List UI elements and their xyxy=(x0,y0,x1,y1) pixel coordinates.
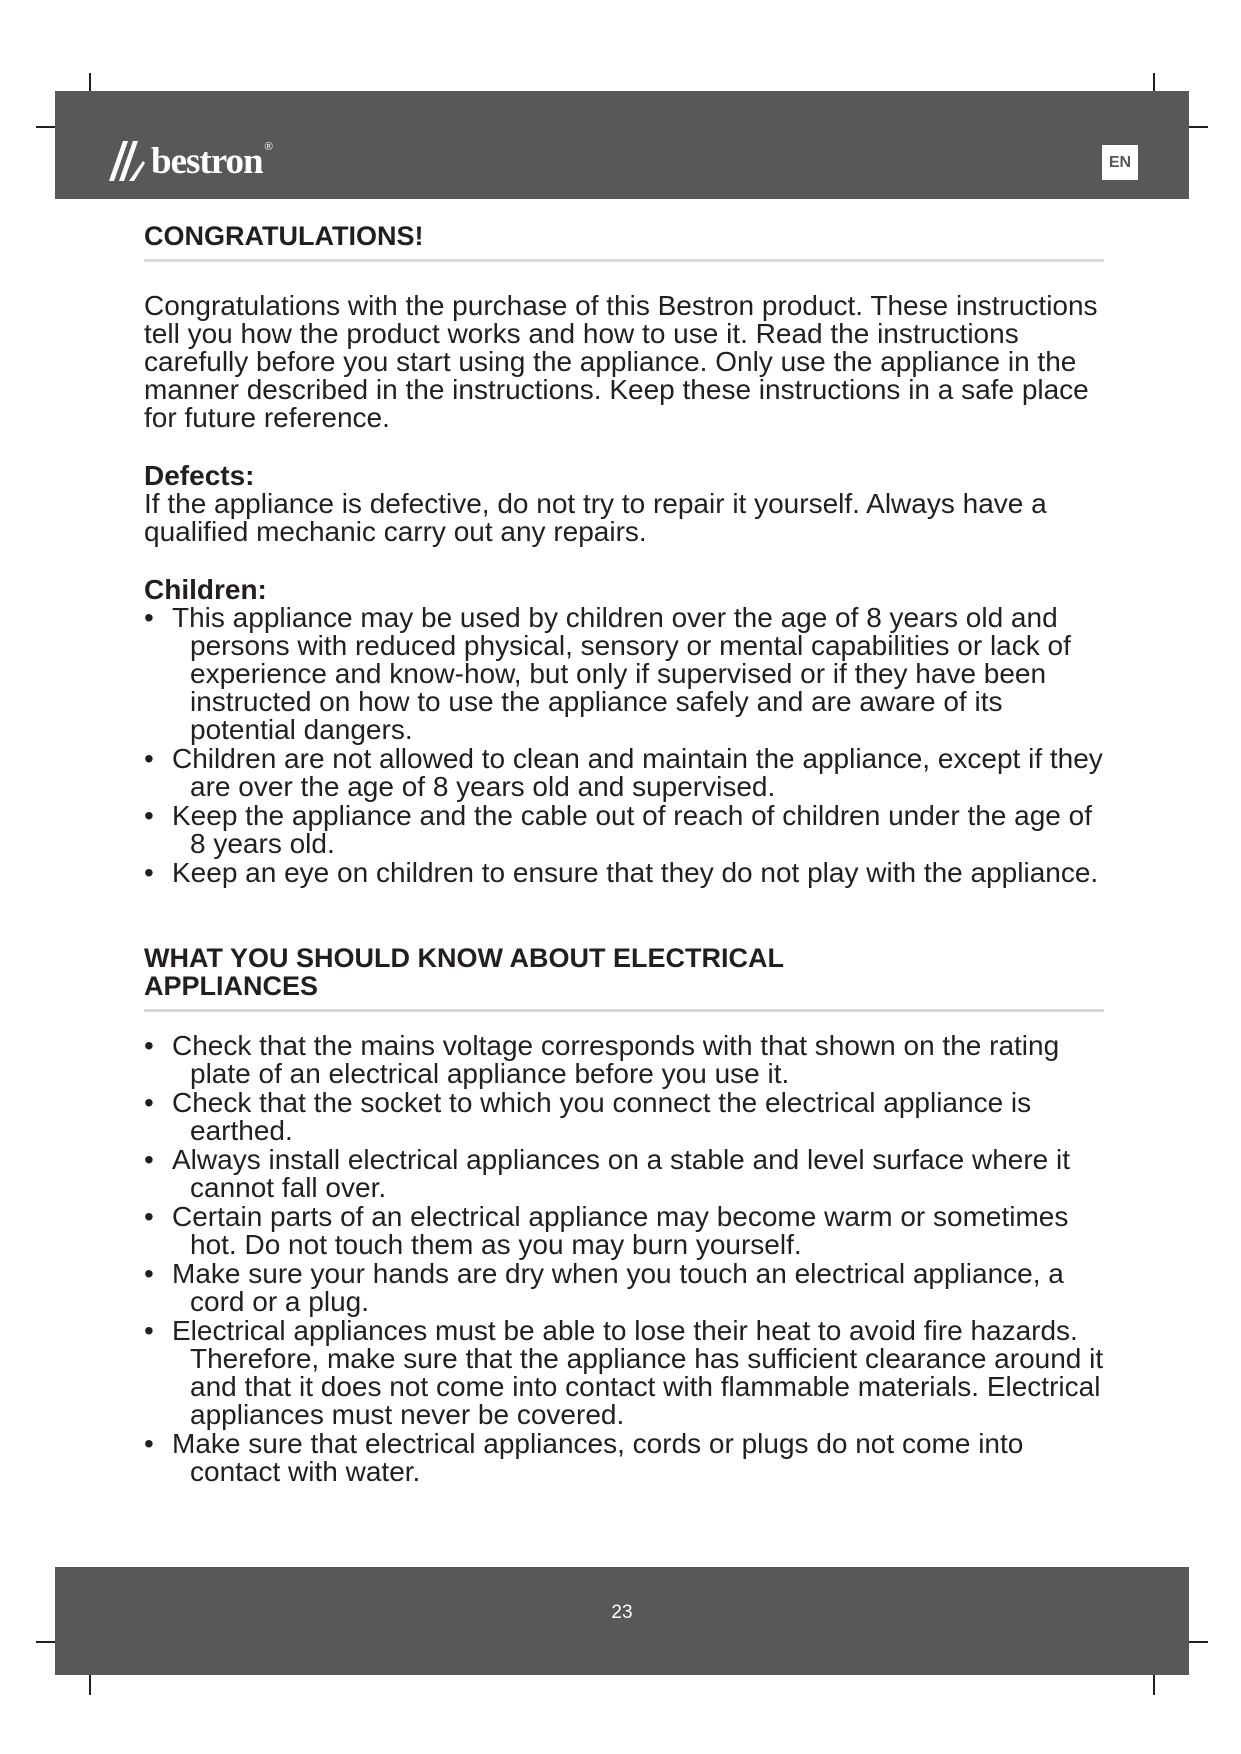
language-badge: EN xyxy=(1102,145,1138,180)
list-item: • Children are not allowed to clean and maintain the appliance, except if they are over the age of 8 years old and supervised. xyxy=(144,745,1104,801)
list-item: • This appliance may be used by children over the age of 8 years old and persons with reduced physical, sensory or mental capabilities or lack of experience and know-how, but only if supervised or if they have been instructed on how to use the appliance safely and are aware of its potential dangers. xyxy=(144,604,1104,744)
defects-text: If the appliance is defective, do not try to repair it yourself. Always have a qualified mechanic carry out any repairs. xyxy=(144,488,1047,547)
children-heading: Children: xyxy=(144,574,267,605)
intro-paragraph: Congratulations with the purchase of this Bestron product. These instructions tell you how the product works and how to use it. Read the instructions carefully before you start using the appliance. Only use the appliance in the manner described in the instructions. Keep these instructions in a safe place for future reference. xyxy=(144,290,1098,433)
congratulations-title: CONGRATULATIONS! xyxy=(144,221,424,251)
section-divider xyxy=(144,259,1104,262)
defects-heading: Defects: xyxy=(144,460,255,491)
footer-bar xyxy=(55,1567,1189,1675)
list-item: • Electrical appliances must be able to lose their heat to avoid fire hazards. Therefore, make sure that the appliance has sufficient clearance around it and that it does not come into contact with flammable materials. Electrical appliances must never be covered. xyxy=(144,1317,1104,1429)
list-item: • Check that the mains voltage corresponds with that shown on the rating plate of an electrical appliance before you use it. xyxy=(144,1032,1104,1088)
children-list xyxy=(144,604,1104,887)
brand-name: bestron xyxy=(151,140,263,182)
list-item: • Always install electrical appliances on a stable and level surface where it cannot fall over. xyxy=(144,1146,1104,1202)
page-number: 23 xyxy=(611,1602,633,1623)
list-item: • Keep the appliance and the cable out of reach of children under the age of 8 years old. xyxy=(144,802,1104,858)
list-item: • Make sure your hands are dry when you touch an electrical appliance, a cord or a plug. xyxy=(144,1260,1104,1316)
list-item: • Make sure that electrical appliances, cords or plugs do not come into contact with water. xyxy=(144,1430,1104,1486)
header-bar xyxy=(55,91,1189,199)
list-item: • Certain parts of an electrical appliance may become warm or sometimes hot. Do not touch them as you may burn yourself. xyxy=(144,1203,1104,1259)
page-content xyxy=(144,222,1104,1487)
electrical-list xyxy=(144,1032,1104,1486)
registered-mark: ® xyxy=(264,141,273,153)
list-item: • Check that the socket to which you connect the electrical appliance is earthed. xyxy=(144,1089,1104,1145)
brand-logo xyxy=(107,139,273,183)
section-divider xyxy=(144,1009,1104,1012)
chevron-logo-icon xyxy=(107,139,147,183)
electrical-title: WHAT YOU SHOULD KNOW ABOUT ELECTRICAL APPLIANCES xyxy=(144,943,784,1001)
list-item: • Keep an eye on children to ensure that they do not play with the appliance. xyxy=(144,859,1104,887)
